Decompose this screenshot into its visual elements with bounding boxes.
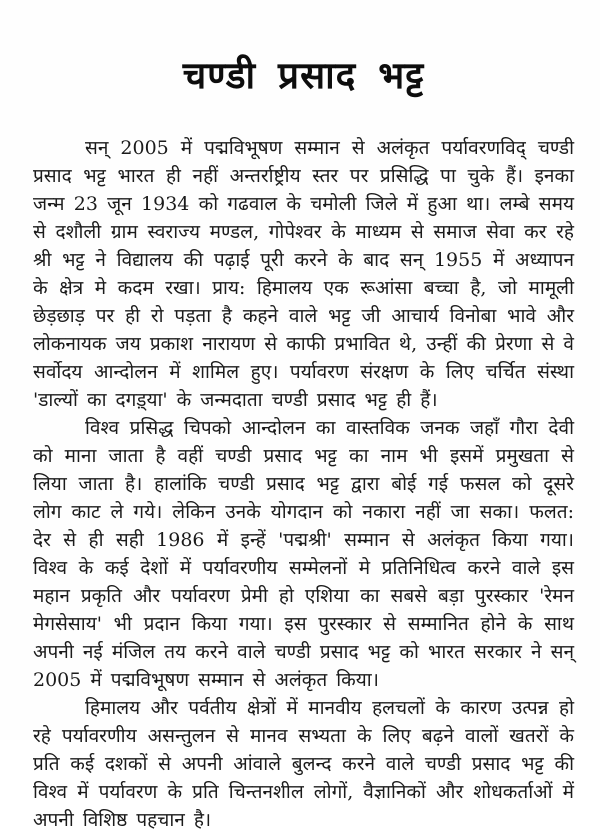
paragraph-chipko-awards: विश्व प्रसिद्ध चिपको आन्दोलन का वास्तविक जनक जहाँ गौरा देवी को माना जाता है वहीं चण्डी प्रसाद भट्ट का नाम भी इसमें प्रमुखता से लिया जाता है। हालांकि चण्डी प्रसाद भट्ट द्वारा बोई गई फसल को दूसरे लोग काट ले गये। लेकिन उनके योगदान को नकारा नहीं जा सका। फलत: देर से ही सही 1986 में इन्हें 'पद्मश्री' सम्मान से अलंकृत किया गया। विश्व के कई देशों में पर्यावरणीय सम्मेलनों मे प्रतिनिधित्व करने वाले इस महान प्रकृति और पर्यावरण प्रेमी हो एशिया का सबसे बड़ा पुरस्कार 'रेमन मेगसेसाय' भी प्रदान किया गया। इस पुरस्कार से सम्मानित होने के साथ अपनी नई मंजिल तय करने वाले चण्डी प्रसाद भट्ट को भारत सरकार ने सन् 2005 में पद्मविभूषण सम्मान से अलंकृत किया।	[33, 417, 574, 692]
paragraph-intro: सन् 2005 में पद्मविभूषण सम्मान से अलंकृत पर्यावरणविद् चण्डी प्रसाद भट्ट भारत ही नहीं अन्तर्राष्ट्रीय स्तर पर प्रसिद्धि पा चुके हैं। इनका जन्म 23 जून 1934 को गढवाल के चमोली जिले में हुआ था। लम्बे समय से दशौली ग्राम स्वराज्य मण्डल, गोपेश्वर के माध्यम से समाज सेवा कर रहे श्री भट्ट ने विद्यालय की पढ़ाई पूरी करने के बाद सन् 1955 में अध्यापन के क्षेत्र मे कदम रखा। प्राय: हिमालय एक रूआंसा बच्चा है, जो मामूली छेड़छाड़ पर ही रो पड़ता है कहने वाले भट्ट जी आचार्य विनोबा भावे और लोकनायक जय प्रकाश नारायण से काफी प्रभावित थे, उन्हीं की प्रेरणा से वे सर्वोदय आन्दोलन में शामिल हुए। पर्यावरण संरक्षण के लिए चर्चित संस्था 'डाल्यों का दगड़्या' के जन्मदाता चण्डी प्रसाद भट्ट ही हैं।	[33, 137, 574, 412]
page-title: चण्डी प्रसाद भट्ट	[182, 53, 425, 97]
paragraph-legacy: हिमालय और पर्वतीय क्षेत्रों में मानवीय हलचलों के कारण उत्पन्न हो रहे पर्यावरणीय असन्तुलन से मानव सभ्यता के लिए बढ़ने वालों खतरों के प्रति कई दशकों से अपनी आंवाले बुलन्द करने वाले चण्डी प्रसाद भट्ट की विश्व में पर्यावरण के प्रति चिन्तनशील लोगों, वैज्ञानिकों और शोधकर्ताओं में अपनी विशिष्ठ पहचान है।	[33, 697, 574, 832]
